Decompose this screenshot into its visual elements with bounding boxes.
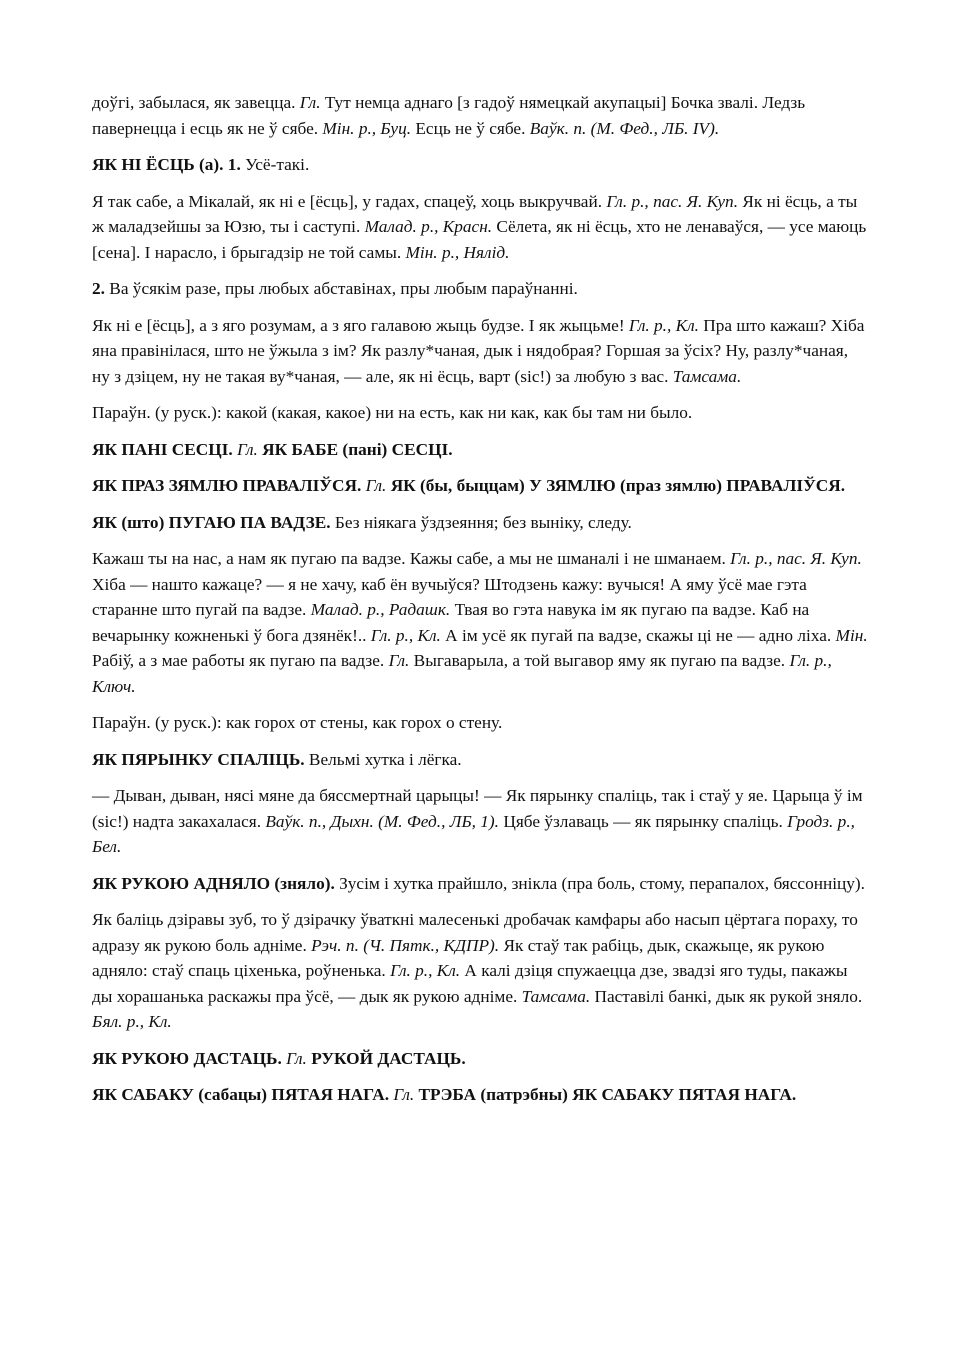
text-run: Як баліць дзіравы зуб, то ў дзірачку ўваткні малесенькі дробачак камфары або насып цёртага пораху, то адразу як рукою боль адніме. bbox=[92, 910, 858, 955]
source-reference: Тамсама. bbox=[521, 986, 591, 1006]
entry-headword: ЯК РУКОЮ АДНЯЛО (зняло). bbox=[92, 873, 335, 893]
paragraph bbox=[92, 152, 868, 178]
text-run: Хіба — нашто кажаце? — я не хачу, каб ён вучыўся? Штодзень кажу: вучыся! А яму ўсё мае гэта старанне што пугай па вадзе. bbox=[92, 574, 807, 619]
text-run: Параўн. (у руск.): какой (какая, какое) ни на есть, как ни как, как бы там ни было. bbox=[92, 403, 693, 422]
paragraph bbox=[92, 189, 868, 266]
entry-headword: ЯК ПРАЗ ЗЯМЛЮ ПРАВАЛІЎСЯ. bbox=[92, 476, 362, 495]
text-run: Паставілі банкі, дык як рукой зняло. bbox=[590, 986, 863, 1006]
source-reference: Мін. bbox=[835, 625, 868, 645]
text-run: — Дыван, дыван, нясі мяне да бяссмертнай царыцы! — Як пярынку спаліць, так і стаў у яе. Царыца ў ім (sic!) надта закахалася. bbox=[92, 786, 863, 831]
text-run: Параўн. (у руск.): как горох от стены, как горох о стену. bbox=[92, 713, 503, 732]
source-reference: Рэч. п. (Ч. Пятк., КДПР). bbox=[311, 935, 500, 955]
entry-headword: ЯК НІ ЁСЦЬ (а). 1. bbox=[92, 155, 241, 174]
source-reference: Гл. bbox=[286, 1048, 307, 1068]
source-reference: Гл. bbox=[393, 1085, 415, 1104]
text-run: Пра што кажаш? Хіба яна правінілася, што не ўжыла з ім? Як разлу*чаная, дык і нядобрая? Горшая за ўсіх? Ну, разлу*чаная, ну з дзіцем, ну не такая ву*чаная, — але, як ні ёсць, варт (sic!) за любую з вас. bbox=[92, 315, 865, 386]
paragraph bbox=[92, 313, 868, 390]
entry-headword: ЯК (што) ПУГАЮ ПА ВАДЗЕ. bbox=[92, 512, 331, 532]
text-run: Твая во гэта навука ім як пугаю па вадзе. Каб на вечарынку кожненькі ў бога дзянёк!.. bbox=[92, 600, 810, 645]
source-reference: Бял. р., Кл. bbox=[92, 1012, 172, 1031]
text-run: Цябе ўзлаваць — як пярынку спаліць. bbox=[499, 811, 788, 831]
paragraph bbox=[92, 1046, 868, 1072]
paragraph bbox=[92, 871, 868, 897]
paragraph bbox=[92, 747, 868, 773]
text-run: Усё-такі. bbox=[240, 155, 310, 174]
paragraph bbox=[92, 437, 868, 463]
entry-headword: ЯК ПАНІ СЕСЦІ. bbox=[92, 439, 233, 459]
source-reference: Гл. р., Кл. bbox=[370, 625, 441, 645]
source-reference: Гл. р., пас. Я. Куп. bbox=[606, 191, 739, 211]
source-reference: Малад. р., Красн. bbox=[364, 217, 493, 236]
text-run: Як ні е [ёсць], а з яго розумам, а з яго галавою жыць будзе. І як жыцьме! bbox=[92, 315, 629, 335]
entry-headword: 2. bbox=[92, 279, 105, 298]
text-run: А ім усё як пугай па вадзе, скажы ці не — адно ліха. bbox=[440, 625, 836, 645]
paragraph bbox=[92, 546, 868, 699]
entry-headword: ЯК ПЯРЫНКУ СПАЛІЦЬ. bbox=[92, 749, 305, 769]
source-reference: Гл. р., пас. Я. Куп. bbox=[730, 549, 862, 568]
text-run: Я так сабе, а Мікалай, як ні е [ёсць], у гадах, спацеў, хоць выкручвай. bbox=[92, 191, 607, 211]
entry-headword: ЯК САБАКУ (сабацы) ПЯТАЯ НАГА. bbox=[92, 1085, 390, 1104]
text-run: А калі дзіця спужаецца дзе, звадзі яго туды, пакажы ды хорашанька раскажы пра ўсё, — дык як рукою адніме. bbox=[92, 961, 848, 1006]
text-run: Як стаў так рабіць, дык, скажыце, як рукою адняло: стаў спаць ціхенька, роўненька. bbox=[92, 935, 825, 980]
text-run: доўгі, забылася, як завецца. bbox=[92, 93, 300, 112]
paragraph bbox=[92, 90, 868, 141]
source-reference: Тамсама. bbox=[672, 366, 742, 386]
source-reference: Гл. р., Кл. bbox=[628, 315, 699, 335]
text-run: Сёлета, як ні ёсць, хто не ленаваўся, — усе маюць [сена]. І нарасло, і брыгадзір не той самы. bbox=[92, 217, 867, 262]
paragraph bbox=[92, 400, 868, 426]
text-run: Кажаш ты на нас, а нам як пугаю па вадзе. Кажы сабе, а мы не шманалі і не шманаем. bbox=[92, 549, 731, 568]
text-run: Выгаварыла, а той выгавор яму як пугаю па вадзе. bbox=[409, 651, 790, 670]
source-reference: Малад. р., Радашк. bbox=[310, 600, 451, 619]
text-run: Вельмі хутка і лёгка. bbox=[304, 749, 462, 769]
source-reference: Мін. р., Нялід. bbox=[405, 242, 510, 262]
source-reference: Гл. bbox=[299, 93, 321, 112]
source-reference: Гродз. р., Бел. bbox=[92, 811, 855, 856]
source-reference: Ваўк. п. (М. Фед., ЛБ. IV). bbox=[529, 118, 720, 138]
entry-headword: ЯК РУКОЮ ДАСТАЦЬ. bbox=[92, 1048, 282, 1068]
source-reference: Гл. bbox=[237, 439, 258, 459]
entry-headword: ТРЭБА (патрэбны) ЯК САБАКУ ПЯТАЯ НАГА. bbox=[418, 1085, 797, 1104]
text-run: Без ніякага ўздзеяння; без выніку, следу. bbox=[330, 512, 632, 532]
paragraph bbox=[92, 783, 868, 860]
text-run: Тут немца аднаго [з гадоў нямецкай акупацыі] Бочка звалі. Ледзь павернецца і есць як не ў сябе. bbox=[92, 93, 806, 138]
paragraph bbox=[92, 276, 868, 302]
source-reference: Ваўк. п., Дыхн. (М. Фед., ЛБ, 1). bbox=[265, 811, 500, 831]
text-run: Зусім і хутка прайшло, знікла (пра боль, стому, перапалох, бяссонніцу). bbox=[334, 873, 866, 893]
paragraph bbox=[92, 1082, 868, 1108]
entry-headword: ЯК БАБЕ (пані) СЕСЦІ. bbox=[262, 439, 453, 459]
text-run: Ва ўсякім разе, пры любых абставінах, пры любым параўнанні. bbox=[104, 279, 578, 298]
paragraph bbox=[92, 510, 868, 536]
text-run: Рабіў, а з мае работы як пугаю па вадзе. bbox=[92, 651, 389, 670]
paragraph bbox=[92, 710, 868, 736]
source-reference: Мін. р., Буц. bbox=[322, 118, 412, 138]
paragraph bbox=[92, 907, 868, 1035]
entry-headword: РУКОЙ ДАСТАЦЬ. bbox=[311, 1048, 466, 1068]
source-reference: Гл. р., Ключ. bbox=[92, 651, 832, 696]
paragraph bbox=[92, 473, 868, 499]
text-run: Есць не ў сябе. bbox=[411, 118, 530, 138]
source-reference: Гл. р., Кл. bbox=[390, 961, 461, 980]
source-reference: Гл. bbox=[365, 476, 387, 495]
text-run: Як ні ёсць, а ты ж маладзейшы за Юзю, ты і саступі. bbox=[92, 191, 858, 236]
source-reference: Гл. bbox=[388, 651, 410, 670]
entry-headword: ЯК (бы, быццам) У ЗЯМЛЮ (праз зямлю) ПРАВАЛІЎСЯ. bbox=[390, 476, 846, 495]
